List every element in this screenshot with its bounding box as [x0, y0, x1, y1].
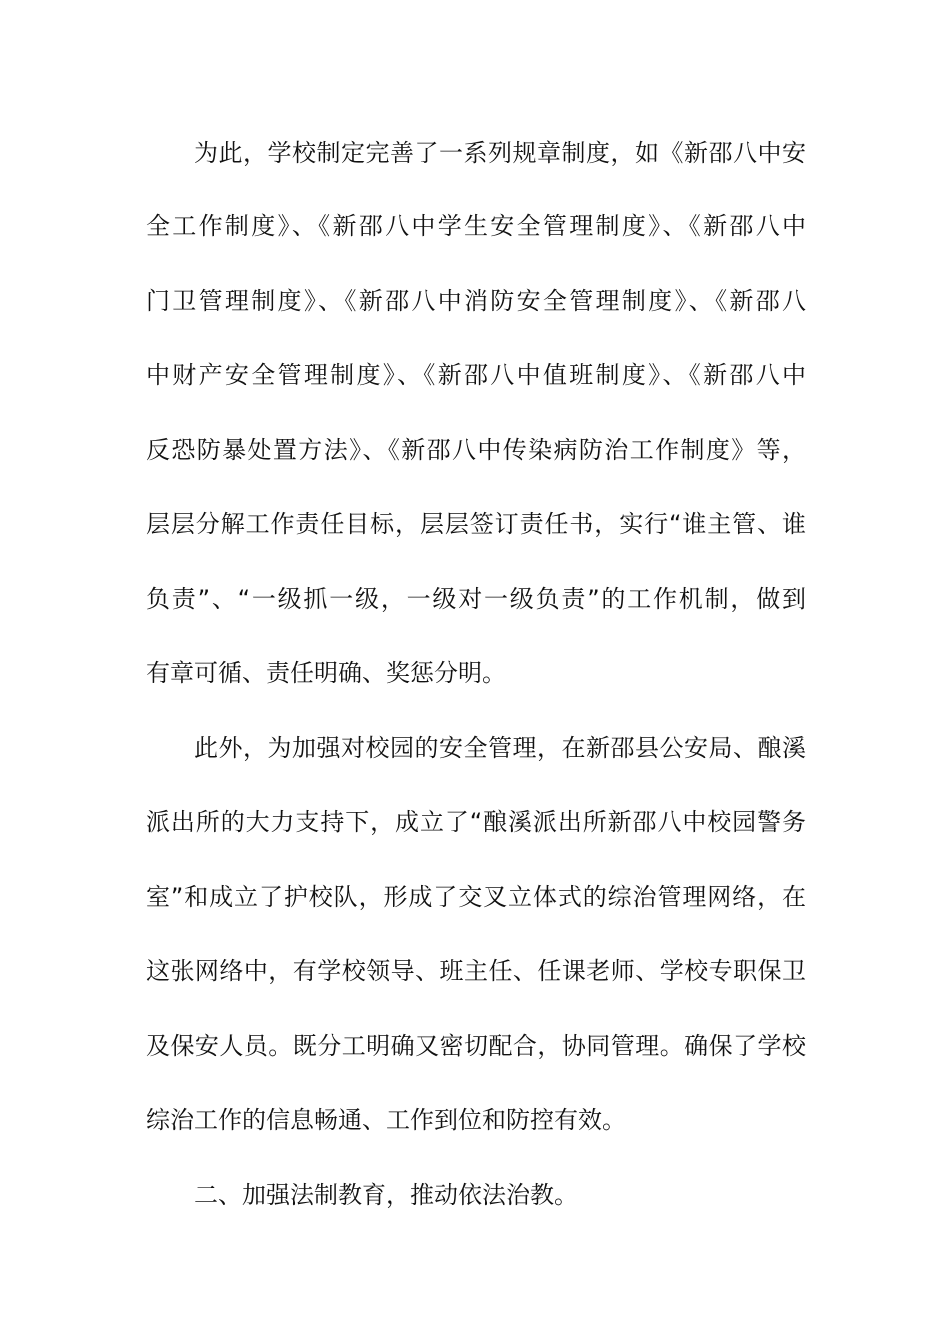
- section-heading: 二、加强法制教育，推动依法治教。: [194, 1181, 578, 1209]
- paragraph-1-line-2: 全工作制度》、《新邵八中学生安全管理制度》、《新邵八中: [146, 212, 806, 240]
- paragraph-1-line-4: 中财产安全管理制度》、《新邵八中值班制度》、《新邵八中: [146, 361, 806, 389]
- paragraph-1-line-5: 反恐防暴处置方法》、《新邵八中传染病防治工作制度》等，: [146, 436, 806, 464]
- paragraph-1-line-1: 为此，学校制定完善了一系列规章制度，如《新邵八中安: [194, 139, 806, 167]
- paragraph-2-line-3: 室”和成立了护校队，形成了交叉立体式的综治管理网络，在: [146, 883, 806, 911]
- paragraph-2-line-1: 此外，为加强对校园的安全管理，在新邵县公安局、酿溪: [194, 734, 806, 762]
- paragraph-1-line-7: 负责”、“一级抓一级，一级对一级负责”的工作机制，做到: [146, 585, 806, 613]
- paragraph-2-line-4: 这张网络中，有学校领导、班主任、任课老师、学校专职保卫: [146, 957, 806, 985]
- paragraph-1-line-6: 层层分解工作责任目标，层层签订责任书，实行“谁主管、谁: [146, 510, 806, 538]
- paragraph-2-line-6: 综治工作的信息畅通、工作到位和防控有效。: [146, 1106, 626, 1134]
- paragraph-1-line-8: 有章可循、责任明确、奖惩分明。: [146, 659, 506, 687]
- paragraph-2-line-5: 及保安人员。既分工明确又密切配合，协同管理。确保了学校: [146, 1032, 806, 1060]
- paragraph-1-line-3: 门卫管理制度》、《新邵八中消防安全管理制度》、《新邵八: [146, 287, 806, 315]
- paragraph-2-line-2: 派出所的大力支持下，成立了“酿溪派出所新邵八中校园警务: [146, 808, 806, 836]
